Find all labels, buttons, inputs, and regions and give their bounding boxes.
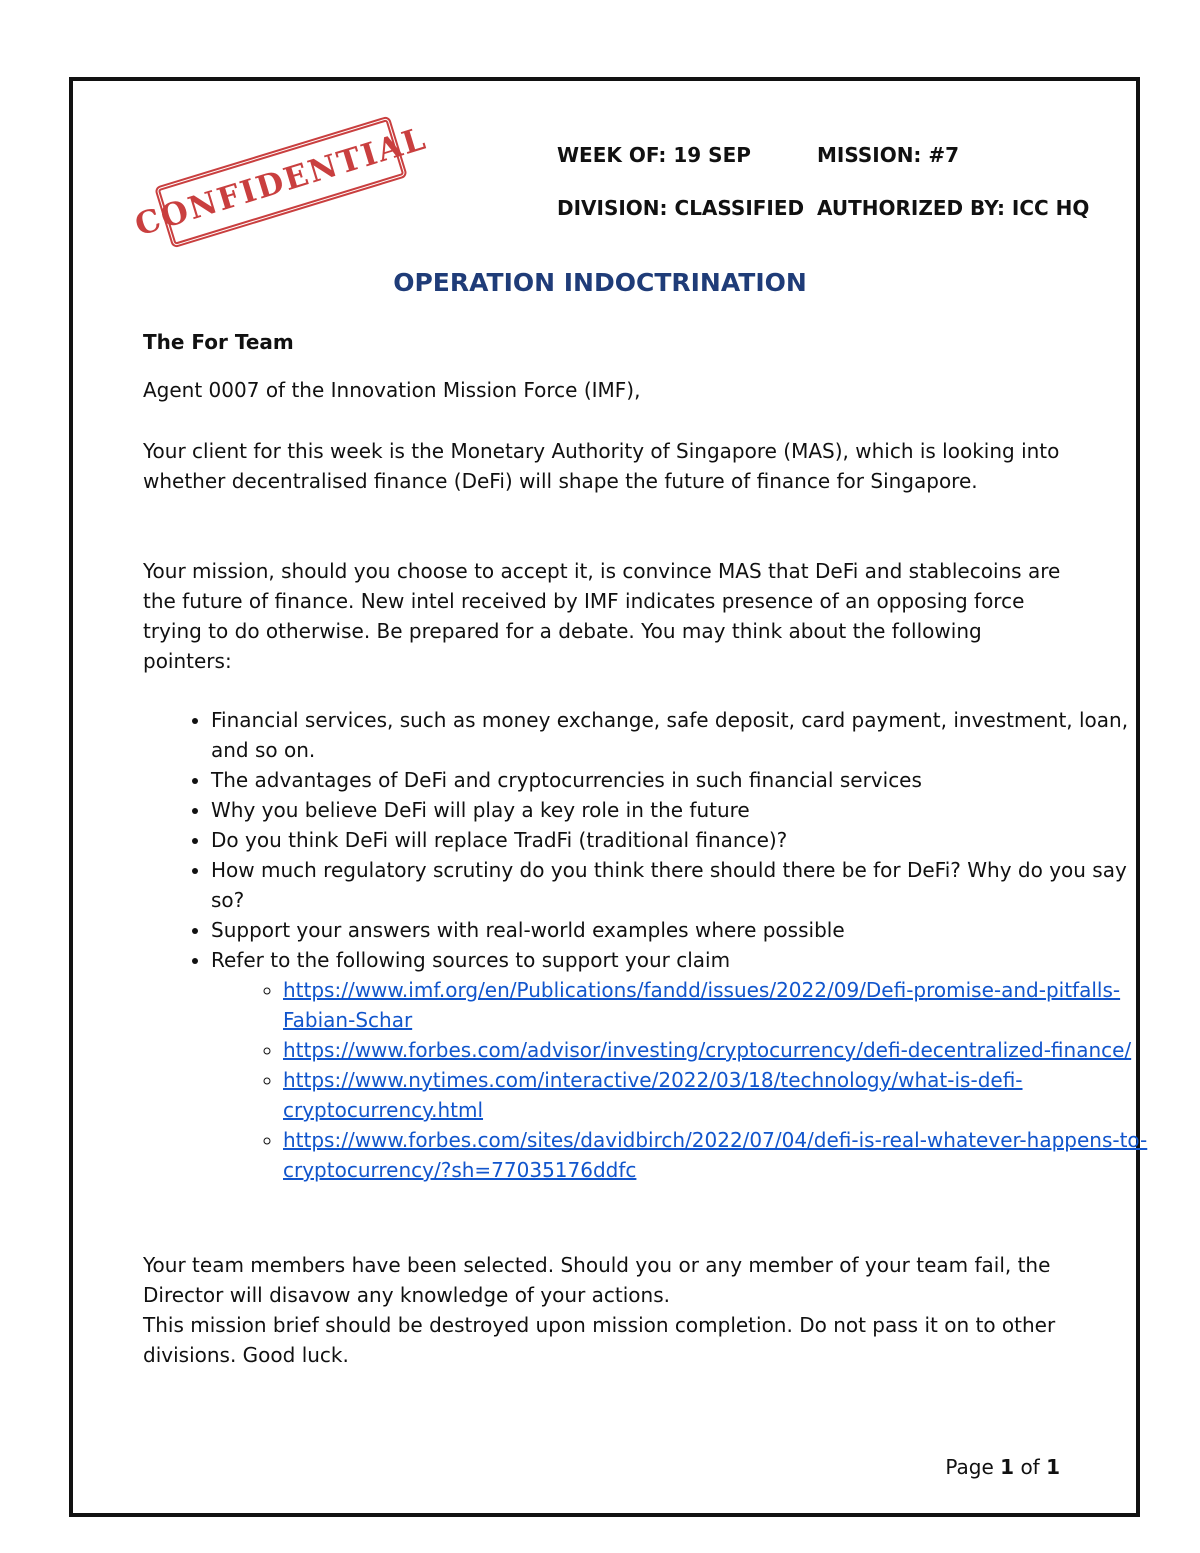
source-link-imf[interactable]: https://www.imf.org/en/Publications/fandd/issues/2022/09/Defi-promise-and-pitfalls-Fabian-Schar [283,978,1121,1032]
document-title: OPERATION INDOCTRINATION [393,268,807,297]
list-item: • Why you believe DeFi will play a key role in the future [211,795,1151,825]
stamp-text: CONFIDENTIAL [130,120,432,244]
source-link-forbes-sites[interactable]: https://www.forbes.com/sites/davidbirch/2022/07/04/defi-is-real-whatever-happens-to-cryptocurrency/?sh=77035176ddfc [283,1128,1148,1182]
mission-number-label: MISSION: #7 [817,143,960,167]
greeting: Agent 0007 of the Innovation Mission Force (IMF), [143,378,641,402]
closing-destroy: This mission brief should be destroyed upon mission completion. Do not pass it on to other divisions. Good luck. [143,1313,1056,1367]
source-link-item [283,975,1151,1035]
list-item: • How much regulatory scrutiny do you think there should there be for DeFi? Why do you say so? [211,855,1151,915]
division-label: DIVISION: CLASSIFIED [557,196,805,220]
week-of-label: WEEK OF: 19 SEP [557,143,751,167]
list-item: • Financial services, such as money exchange, safe deposit, card payment, investment, loan, and so on. [211,705,1151,765]
list-item: • Support your answers with real-world examples where possible [211,915,1151,945]
paragraph-mission: Your mission, should you choose to accept it, is convince MAS that DeFi and stablecoins are the future of finance. New intel received by IMF indicates presence of an opposing force trying to do otherwise. Be prepared for a debate. You may think about the following pointers: [143,559,1061,673]
source-link-item [283,1125,1151,1185]
page-current: 1 [1000,1455,1015,1479]
paragraph-client: Your client for this week is the Monetary Authority of Singapore (MAS), which is looking into whether decentralised finance (DeFi) will shape the future of finance for Singapore. [143,439,1060,493]
source-link-item [283,1035,1151,1065]
sources-intro: Refer to the following sources to support your claim [211,948,731,972]
source-link-nytimes[interactable]: https://www.nytimes.com/interactive/2022/03/18/technology/what-is-defi-cryptocurrency.html [283,1068,1023,1122]
team-heading: The For Team [143,330,294,354]
page-total: 1 [1046,1455,1060,1479]
page-number [945,1455,1060,1479]
page-of: of [1020,1455,1040,1479]
pointer-list [143,705,1151,1185]
page-label: Page [945,1455,994,1479]
list-item: • The advantages of DeFi and cryptocurrencies in such financial services [211,765,1151,795]
source-link-forbes-advisor[interactable]: https://www.forbes.com/advisor/investing/cryptocurrency/defi-decentralized-finance/ [283,1038,1132,1062]
list-item: • Do you think DeFi will replace TradFi (traditional finance)? [211,825,1151,855]
source-links [211,975,1151,1185]
source-link-item [283,1065,1151,1125]
closing-team: Your team members have been selected. Should you or any member of your team fail, the Director will disavow any knowledge of your actions. [143,1253,1051,1307]
list-item-sources [211,945,1151,1185]
authorized-by-label: AUTHORIZED BY: ICC HQ [817,196,1090,220]
